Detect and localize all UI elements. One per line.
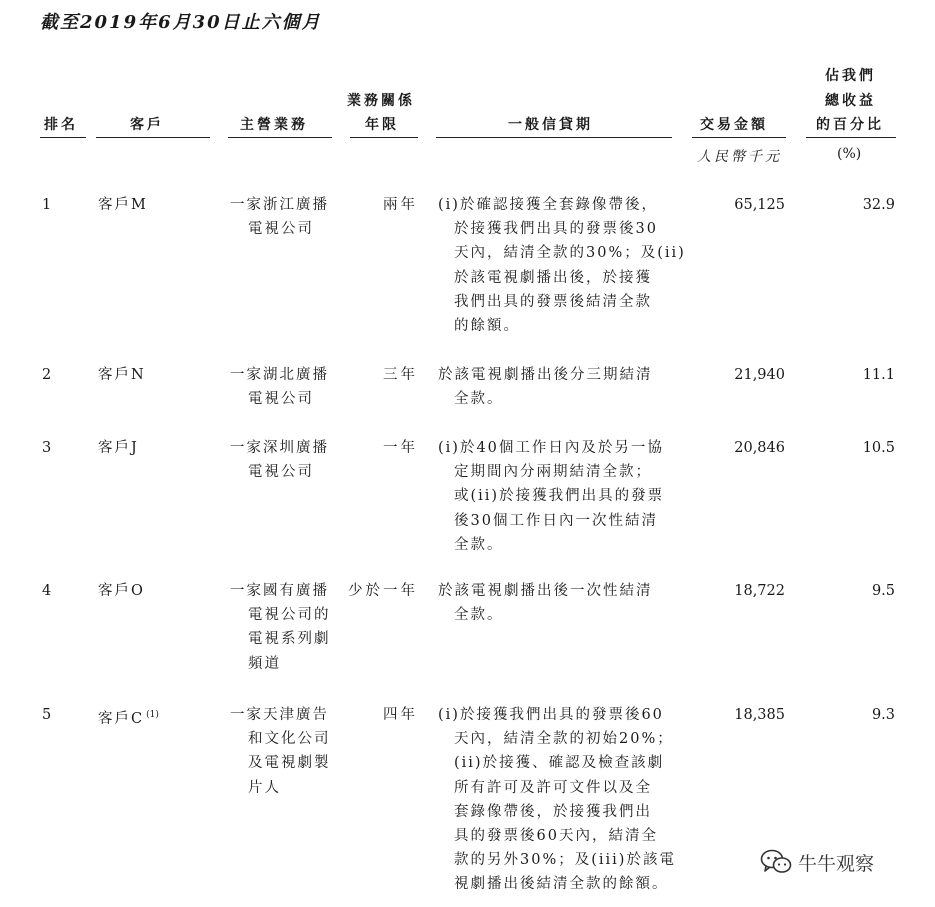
row-percent: 11.1 xyxy=(862,367,895,383)
credit-line: 視劇播出後結清全款的餘額。 xyxy=(454,876,669,893)
wechat-icon xyxy=(760,848,792,876)
business-line: 片人 xyxy=(248,779,281,796)
credit-line: 所有許可及許可文件以及全 xyxy=(454,779,652,796)
business-line: 和文化公司 xyxy=(248,731,331,748)
row-amount: 18,722 xyxy=(734,583,785,599)
credit-line: 天內，結清全款的30%；及(ii) xyxy=(454,245,686,262)
business-line: 一家浙江廣播 xyxy=(230,197,329,213)
credit-line: 定期間內分兩期結清全款； xyxy=(454,464,652,481)
header-years-line1: 業務關係 xyxy=(347,93,415,109)
row-credit xyxy=(438,703,676,897)
row-years: 四年 xyxy=(383,707,418,723)
credit-line: 全款。 xyxy=(454,391,504,408)
business-line: 電視公司 xyxy=(248,221,314,238)
rule-rank xyxy=(40,137,86,138)
credit-line: 具的發票後60天內，結清全 xyxy=(454,828,658,845)
rule-amount xyxy=(692,137,786,138)
row-amount: 20,846 xyxy=(734,440,785,456)
row-customer xyxy=(98,436,139,460)
credit-line: 或(ii)於接獲我們出具的發票 xyxy=(454,488,665,505)
row-customer xyxy=(98,193,148,217)
row-business xyxy=(230,436,329,484)
unit-percent: (%) xyxy=(837,146,862,162)
customer-name: 客戶C xyxy=(98,710,145,727)
business-line: 電視系列劇 xyxy=(248,631,331,648)
row-rank: 5 xyxy=(42,707,54,723)
header-customer: 客戶 xyxy=(130,117,164,133)
customer-name: 客戶O xyxy=(98,583,145,599)
row-years: 三年 xyxy=(383,367,418,383)
credit-line: 全款。 xyxy=(454,607,504,624)
rule-business xyxy=(228,137,332,138)
credit-line: 全款。 xyxy=(454,536,504,553)
business-line: 電視公司的 xyxy=(248,607,331,624)
business-line: 一家深圳廣播 xyxy=(230,440,329,456)
customer-name: 客戶N xyxy=(98,367,146,383)
row-percent: 32.9 xyxy=(862,197,895,213)
row-rank: 4 xyxy=(42,583,54,599)
row-business xyxy=(230,703,331,800)
watermark-text: 牛牛观察 xyxy=(798,852,875,875)
credit-line: 於該電視劇播出後一次性結清 xyxy=(438,583,653,599)
row-rank: 1 xyxy=(42,197,54,213)
customer-name: 客戶M xyxy=(98,197,148,213)
row-amount: 18,385 xyxy=(734,707,785,723)
header-years-line2: 年限 xyxy=(365,117,399,133)
rule-credit xyxy=(436,137,672,138)
unit-amount: 人民幣千元 xyxy=(697,149,782,165)
row-years: 少於一年 xyxy=(348,583,418,599)
row-credit xyxy=(438,436,664,557)
row-rank: 3 xyxy=(42,440,54,456)
credit-line: 於接獲我們出具的發票後30 xyxy=(454,221,658,238)
row-customer xyxy=(98,363,146,387)
row-customer xyxy=(98,703,159,731)
credit-line: 的餘額。 xyxy=(454,318,520,335)
header-rank: 排名 xyxy=(44,117,78,133)
business-line: 及電視劇製 xyxy=(248,755,331,772)
row-percent: 9.5 xyxy=(871,583,895,599)
row-percent: 10.5 xyxy=(862,440,895,456)
rule-customer xyxy=(96,137,210,138)
row-amount: 65,125 xyxy=(734,197,785,213)
credit-line: 天內，結清全款的初始20%； xyxy=(454,731,674,748)
credit-line: (i)於接獲我們出具的發票後60 xyxy=(438,707,664,723)
row-rank: 2 xyxy=(42,367,54,383)
business-line: 電視公司 xyxy=(248,391,314,408)
rule-percent xyxy=(806,137,896,138)
row-amount: 21,940 xyxy=(734,367,785,383)
business-line: 一家國有廣播 xyxy=(230,583,329,599)
business-line: 電視公司 xyxy=(248,464,314,481)
customer-name: 客戶J xyxy=(98,440,139,456)
credit-line: 於該電視劇播出後分三期結清 xyxy=(438,367,653,383)
row-years: 兩年 xyxy=(383,197,418,213)
row-business xyxy=(230,363,329,411)
credit-line: (i)於確認接獲全套錄像帶後， xyxy=(438,197,658,213)
row-credit xyxy=(438,579,653,627)
header-amount: 交易金額 xyxy=(700,117,768,133)
credit-line: (ii)於接獲、確認及檢查該劇 xyxy=(454,755,665,772)
rule-years xyxy=(350,137,418,138)
business-line: 頻道 xyxy=(248,655,281,672)
row-years: 一年 xyxy=(383,440,418,456)
header-business: 主營業務 xyxy=(240,117,308,133)
credit-line: (i)於40個工作日內及於另一協 xyxy=(438,440,664,456)
header-percent-line1: 佔我們 xyxy=(825,68,876,84)
row-business xyxy=(230,193,329,241)
business-line: 一家湖北廣播 xyxy=(230,367,329,383)
header-percent-line2: 總收益 xyxy=(825,93,876,109)
row-credit xyxy=(438,363,653,411)
credit-line: 後30個工作日內一次性結清 xyxy=(454,512,658,529)
header-percent-line3: 的百分比 xyxy=(816,117,884,133)
watermark xyxy=(760,848,874,876)
row-customer xyxy=(98,579,145,603)
row-credit xyxy=(438,193,686,338)
header-credit: 一般信貸期 xyxy=(508,117,593,133)
credit-line: 款的另外30%；及(iii)於該電 xyxy=(454,852,676,869)
row-business xyxy=(230,579,331,676)
row-percent: 9.3 xyxy=(871,707,895,723)
customer-footnote: (1) xyxy=(146,710,159,720)
credit-line: 我們出具的發票後結清全款 xyxy=(454,293,652,310)
credit-line: 套錄像帶後，於接獲我們出 xyxy=(454,803,652,820)
business-line: 一家天津廣告 xyxy=(230,707,329,723)
table-title: 截至2019年6月30日止六個月 xyxy=(40,12,322,33)
credit-line: 於該電視劇播出後，於接獲 xyxy=(454,269,652,286)
